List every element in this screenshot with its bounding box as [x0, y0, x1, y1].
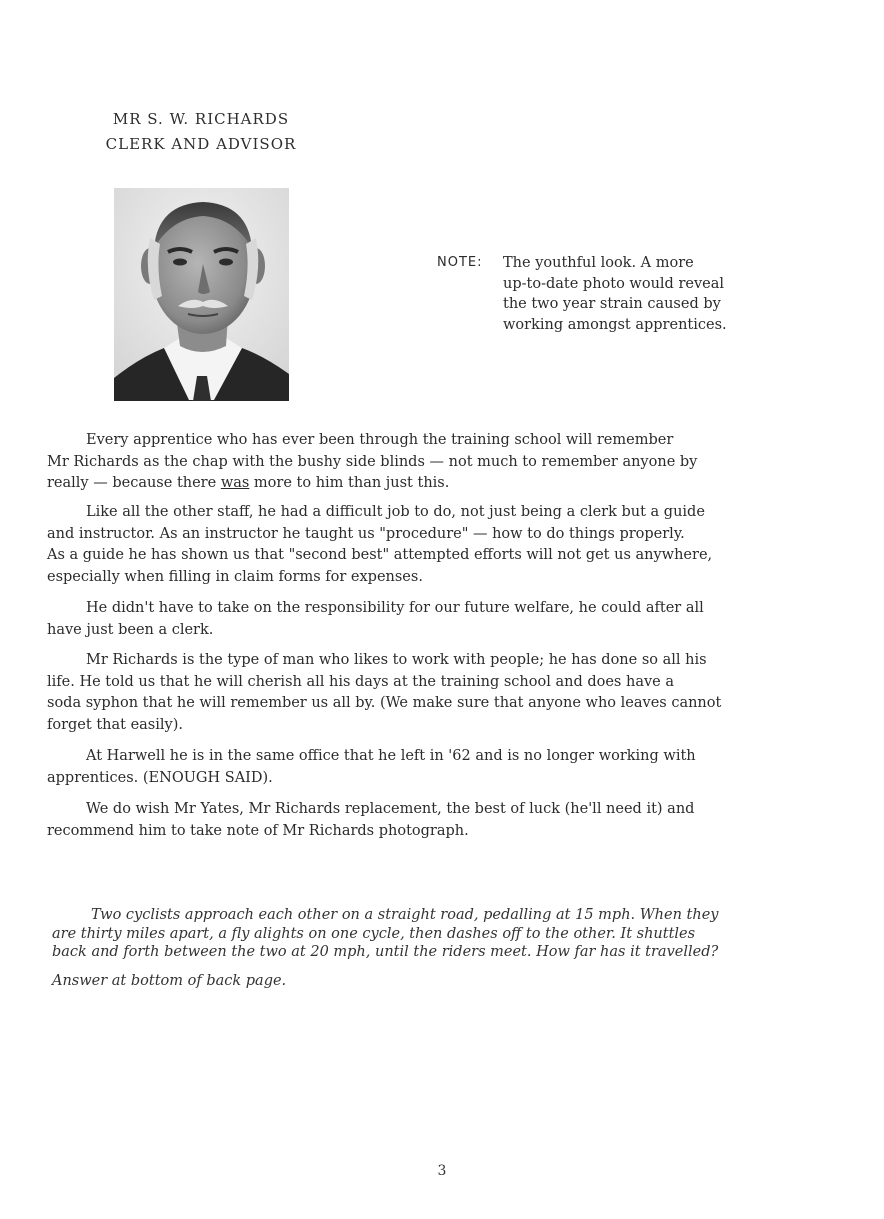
note-line: The youthful look. A more [503, 255, 694, 271]
paragraph-line: recommend him to take note of Mr Richards photograph. [47, 822, 469, 839]
paragraph-line: have just been a clerk. [47, 621, 214, 638]
paragraph-line: As a guide he has shown us that "second best" attempted efforts will not get us anywhere, [47, 547, 713, 563]
paragraph-line: Like all the other staff, he had a difficult job to do, not just being a clerk but a guide [86, 504, 705, 520]
puzzle-line: are thirty miles apart, a fly alights on one cycle, then dashes off to the other. It shuttles [52, 925, 696, 942]
paragraph-line: At Harwell he is in the same office that he left in '62 and is no longer working with [86, 748, 696, 764]
paragraph-line: forget that easily). [47, 716, 183, 733]
note-label: NOTE: [437, 255, 483, 270]
paragraph-line: and instructor. As an instructor he taught us "procedure" — how to do things properly. [47, 525, 685, 542]
paragraph-line: soda syphon that he will remember us all by. (We make sure that anyone who leaves cannot [47, 695, 722, 711]
portrait-illustration [114, 188, 289, 401]
paragraph-line [47, 473, 827, 495]
portrait-photo [114, 188, 289, 401]
paragraph-line: Mr Richards as the chap with the bushy side blinds — not much to remember anyone by [47, 453, 698, 470]
paragraph-line: He didn't have to take on the responsibility for our future welfare, he could after all [86, 600, 704, 616]
paragraph-line: apprentices. (ENOUGH SAID). [47, 769, 273, 786]
page-number: 3 [437, 1163, 447, 1179]
paragraph-line: Mr Richards is the type of man who likes to work with people; he has done so all his [86, 652, 707, 668]
note-line: the two year strain caused by [503, 296, 721, 312]
note-line: up-to-date photo would reveal [503, 275, 725, 292]
puzzle-line: back and forth between the two at 20 mph, until the riders meet. How far has it travelled? [52, 944, 719, 960]
puzzle-answer-hint: Answer at bottom of back page. [52, 973, 287, 989]
text-run: really — because there [47, 475, 221, 491]
note-line: working amongst apprentices. [503, 316, 727, 333]
paragraph-line: especially when filling in claim forms for expenses. [47, 568, 423, 585]
paragraph-3 [47, 598, 827, 641]
underlined-word: was [220, 475, 250, 491]
paragraph-2 [47, 502, 827, 588]
puzzle-question [52, 906, 832, 962]
puzzle-line: Two cyclists approach each other on a straight road, pedalling at 15 mph. When they [91, 907, 719, 923]
paragraph-line: We do wish Mr Yates, Mr Richards replacement, the best of luck (he'll need it) and [86, 801, 695, 817]
paragraph-5 [47, 746, 827, 789]
paragraph-4 [47, 650, 827, 736]
paragraph-6 [47, 799, 827, 842]
text-run: more to him than just this. [249, 475, 450, 491]
paragraph-1 [47, 430, 827, 495]
paragraph-line: life. He told us that he will cherish all his days at the training school and does have a [47, 673, 674, 690]
person-name-heading: MR S. W. RICHARDS [112, 110, 290, 128]
person-role-heading: CLERK AND ADVISOR [105, 135, 297, 153]
paragraph-line: Every apprentice who has ever been through the training school will remember [86, 432, 674, 448]
